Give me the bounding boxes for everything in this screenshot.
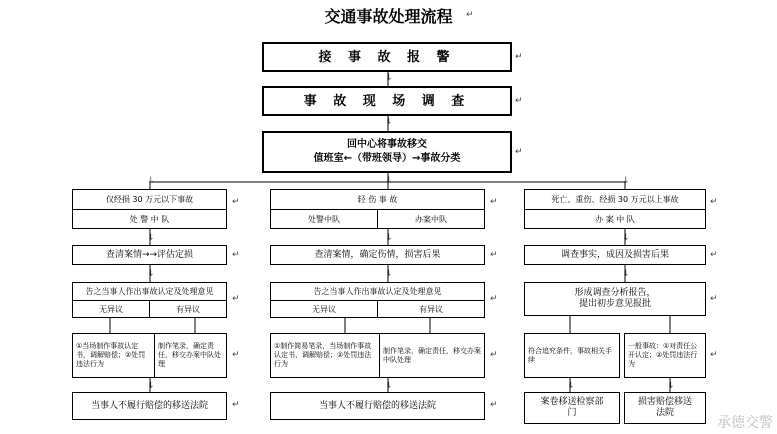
left-option-no-objection: 无异议 <box>73 300 149 318</box>
return-mark-icon: ↵ <box>490 350 498 360</box>
arrow-down-icon: ↓ <box>622 269 630 279</box>
return-mark-icon: ↵ <box>232 250 240 260</box>
return-mark-icon: ↵ <box>710 350 718 360</box>
return-mark-icon: ↵ <box>710 294 718 304</box>
return-mark-icon: ↵ <box>490 400 498 410</box>
middle-action-objection: 制作笔录，确定责任，移交办案中队处理 <box>379 334 484 377</box>
middle-actions <box>270 333 485 378</box>
return-mark-icon: ↵ <box>232 197 240 207</box>
return-mark-icon: ↵ <box>515 147 523 157</box>
category-minor-injury-header: 轻 伤 事 故 <box>357 194 398 204</box>
category-minor-injury-unit-b: 办案中队 <box>377 209 484 229</box>
step-receive-report <box>262 42 512 72</box>
left-actions <box>72 333 227 378</box>
middle-notify-text: 告之当事人作出事故认定及处理意见 <box>313 286 442 296</box>
return-mark-icon: ↵ <box>232 350 240 360</box>
page-title: 交通事故处理流程 <box>324 7 453 26</box>
category-minor-damage-header: 仅经损 30 万元以下事故 <box>105 194 194 204</box>
right-step-investigate: 调查事实，成因及损害后果 <box>524 245 706 265</box>
step-receive-report-label: 接 事 故 报 警 <box>318 49 456 65</box>
category-major-accident <box>524 189 706 229</box>
right-final-court: 损害赔偿移送法院 <box>624 392 706 424</box>
middle-action-no-objection: ①制作简易笔录，当场制作事故认定书，调解赔偿；②处罚违法行为 <box>274 342 372 368</box>
step-transfer-line2: 值班室←（带班领导）→事故分类 <box>313 153 461 164</box>
middle-step-investigate: 查清案情，确定伤情，损害后果 <box>270 245 485 265</box>
arrow-down-icon: ↓ <box>385 176 393 186</box>
watermark-text: 承德交警 <box>717 415 773 431</box>
right-report-line2: 提出初步意见报批 <box>578 299 651 309</box>
arrow-down-icon: ↓ <box>147 381 155 391</box>
right-step-report <box>524 282 706 316</box>
right-action-prosecute: 符合追究条件，事故相关手续 <box>524 333 620 378</box>
category-major-accident-unit: 办 案 中 队 <box>525 209 705 229</box>
left-action-no-objection: ①当场制作事故认定书，调解赔偿；②处罚违法行为 <box>76 342 146 368</box>
right-report-line1: 形成调查分析报告， <box>574 288 656 298</box>
arrow-down-icon: ↓ <box>147 233 155 243</box>
step-scene-investigation-label: 事 故 现 场 调 查 <box>303 93 471 109</box>
return-mark-icon: ↵ <box>490 250 498 260</box>
middle-option-no-objection: 无异议 <box>271 300 377 318</box>
step-scene-investigation <box>262 86 512 116</box>
arrow-down-icon: ↓ <box>622 233 630 243</box>
left-option-objection: 有异议 <box>149 300 226 318</box>
arrow-down-icon: ↓ <box>567 381 575 391</box>
left-step-investigate: 查清案情→→评估定损 <box>72 245 227 265</box>
return-mark-icon: ↵ <box>490 294 498 304</box>
arrow-down-icon: ↓ <box>147 176 155 186</box>
category-minor-damage-unit: 处 警 中 队 <box>73 209 226 229</box>
arrow-down-icon: ↓ <box>385 117 393 127</box>
arrow-down-icon: ↓ <box>667 381 675 391</box>
left-notify-text: 告之当事人作出事故认定及处理意见 <box>85 286 214 296</box>
category-minor-injury-unit-a: 处警中队 <box>271 209 377 229</box>
category-minor-injury <box>270 189 485 229</box>
left-action-objection: 制作笔录，确定责任，移交办案中队处理 <box>154 334 226 377</box>
return-mark-icon: ↵ <box>710 250 718 260</box>
middle-final: 当事人不履行赔偿的移送法院 <box>270 392 485 420</box>
category-minor-damage <box>72 189 227 229</box>
arrow-down-icon: ↓ <box>385 381 393 391</box>
left-step-notify <box>72 282 227 318</box>
arrow-down-icon: ↓ <box>622 176 630 186</box>
return-mark-icon: ↵ <box>515 52 523 62</box>
right-action-general: 一般事故：①对责任公开认定；②处罚违法行为 <box>624 333 706 378</box>
return-mark-icon: ↵ <box>710 197 718 207</box>
return-mark-icon: ↵ <box>232 294 240 304</box>
return-mark-icon: ↵ <box>232 400 240 410</box>
step-transfer-line1: 回中心将事故移交 <box>347 139 427 150</box>
left-final: 当事人不履行赔偿的移送法院 <box>72 392 227 420</box>
arrow-down-icon: ↓ <box>385 233 393 243</box>
return-mark-icon: ↵ <box>490 197 498 207</box>
step-transfer-classify <box>262 131 512 173</box>
arrow-down-icon: ↓ <box>385 73 393 83</box>
middle-option-objection: 有异议 <box>377 300 484 318</box>
arrow-down-icon: ↓ <box>385 269 393 279</box>
return-mark-icon: ↵ <box>515 96 523 106</box>
middle-step-notify <box>270 282 485 318</box>
category-major-accident-header: 死亡、重伤、经损 30 万元以上事故 <box>551 194 679 204</box>
arrow-down-icon: ↓ <box>147 269 155 279</box>
right-final-prosecution: 案卷移送检察部门 <box>524 392 620 424</box>
return-mark-icon: ↵ <box>466 10 474 20</box>
